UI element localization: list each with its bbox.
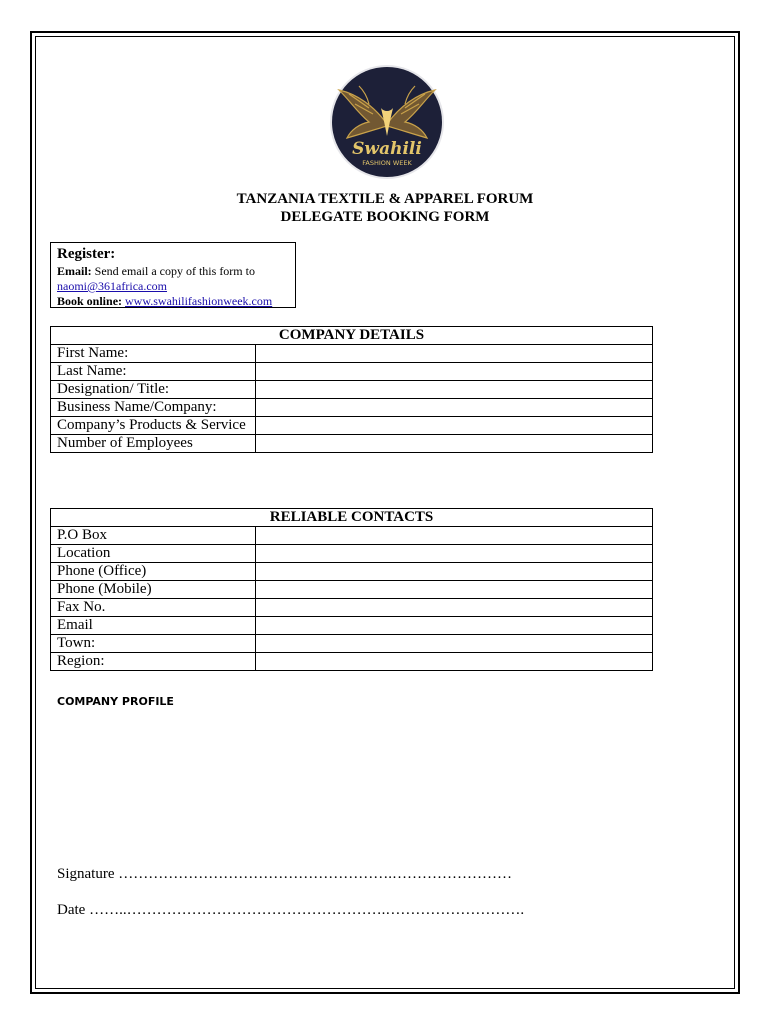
table-row (51, 653, 653, 671)
reliable-contacts-table (50, 508, 653, 671)
table-row (51, 617, 653, 635)
signature-line[interactable]: Signature ……………………………………………….…………………… (57, 866, 512, 882)
employees-field[interactable] (256, 435, 653, 453)
table-row (51, 363, 653, 381)
register-box (50, 242, 296, 308)
email-label: Email: (57, 264, 92, 278)
field-label: P.O Box (51, 527, 256, 545)
field-label: Fax No. (51, 599, 256, 617)
location-field[interactable] (256, 545, 653, 563)
po-box-field[interactable] (256, 527, 653, 545)
table-row (51, 381, 653, 399)
book-online-label: Book online: (57, 294, 123, 308)
company-profile-heading: COMPANY PROFILE (57, 695, 174, 708)
table-row (51, 435, 653, 453)
table-row (51, 545, 653, 563)
field-label: Phone (Office) (51, 563, 256, 581)
field-label: Business Name/Company: (51, 399, 256, 417)
form-title-line2: DELEGATE BOOKING FORM (280, 209, 490, 225)
field-label: Region: (51, 653, 256, 671)
email-instruction: Send email a copy of this form to (94, 264, 255, 278)
date-line[interactable]: Date ……..…………………………………………….………………………. (57, 902, 525, 918)
designation-field[interactable] (256, 381, 653, 399)
region-field[interactable] (256, 653, 653, 671)
first-name-field[interactable] (256, 345, 653, 363)
products-services-field[interactable] (256, 417, 653, 435)
svg-text:Swahili: Swahili (352, 139, 422, 159)
field-label: Location (51, 545, 256, 563)
table-row (51, 345, 653, 363)
field-label: Designation/ Title: (51, 381, 256, 399)
field-label: Email (51, 617, 256, 635)
register-book-line (57, 294, 289, 309)
field-label: First Name: (51, 345, 256, 363)
form-title-line1: TANZANIA TEXTILE & APPAREL FORUM (236, 191, 534, 207)
svg-text:FASHION WEEK: FASHION WEEK (362, 159, 412, 167)
field-label: Number of Employees (51, 435, 256, 453)
register-heading: Register: (57, 246, 116, 262)
business-name-field[interactable] (256, 399, 653, 417)
table-row (51, 635, 653, 653)
last-name-field[interactable] (256, 363, 653, 381)
field-label: Company’s Products & Service (51, 417, 256, 435)
swahili-fashion-week-logo (329, 64, 445, 180)
email-link[interactable]: naomi@361africa.com (57, 279, 168, 293)
table-row (51, 417, 653, 435)
reliable-contacts-heading: RELIABLE CONTACTS (51, 509, 653, 527)
field-label: Town: (51, 635, 256, 653)
table-row (51, 599, 653, 617)
table-row (51, 581, 653, 599)
table-row (51, 563, 653, 581)
field-label: Last Name: (51, 363, 256, 381)
company-details-heading: COMPANY DETAILS (51, 327, 653, 345)
company-details-table (50, 326, 653, 453)
town-field[interactable] (256, 635, 653, 653)
phone-office-field[interactable] (256, 563, 653, 581)
phone-mobile-field[interactable] (256, 581, 653, 599)
table-row (51, 399, 653, 417)
email-field[interactable] (256, 617, 653, 635)
website-link[interactable]: www.swahilifashionweek.com (125, 294, 273, 308)
fax-field[interactable] (256, 599, 653, 617)
table-row (51, 527, 653, 545)
register-email-line (57, 264, 289, 279)
field-label: Phone (Mobile) (51, 581, 256, 599)
